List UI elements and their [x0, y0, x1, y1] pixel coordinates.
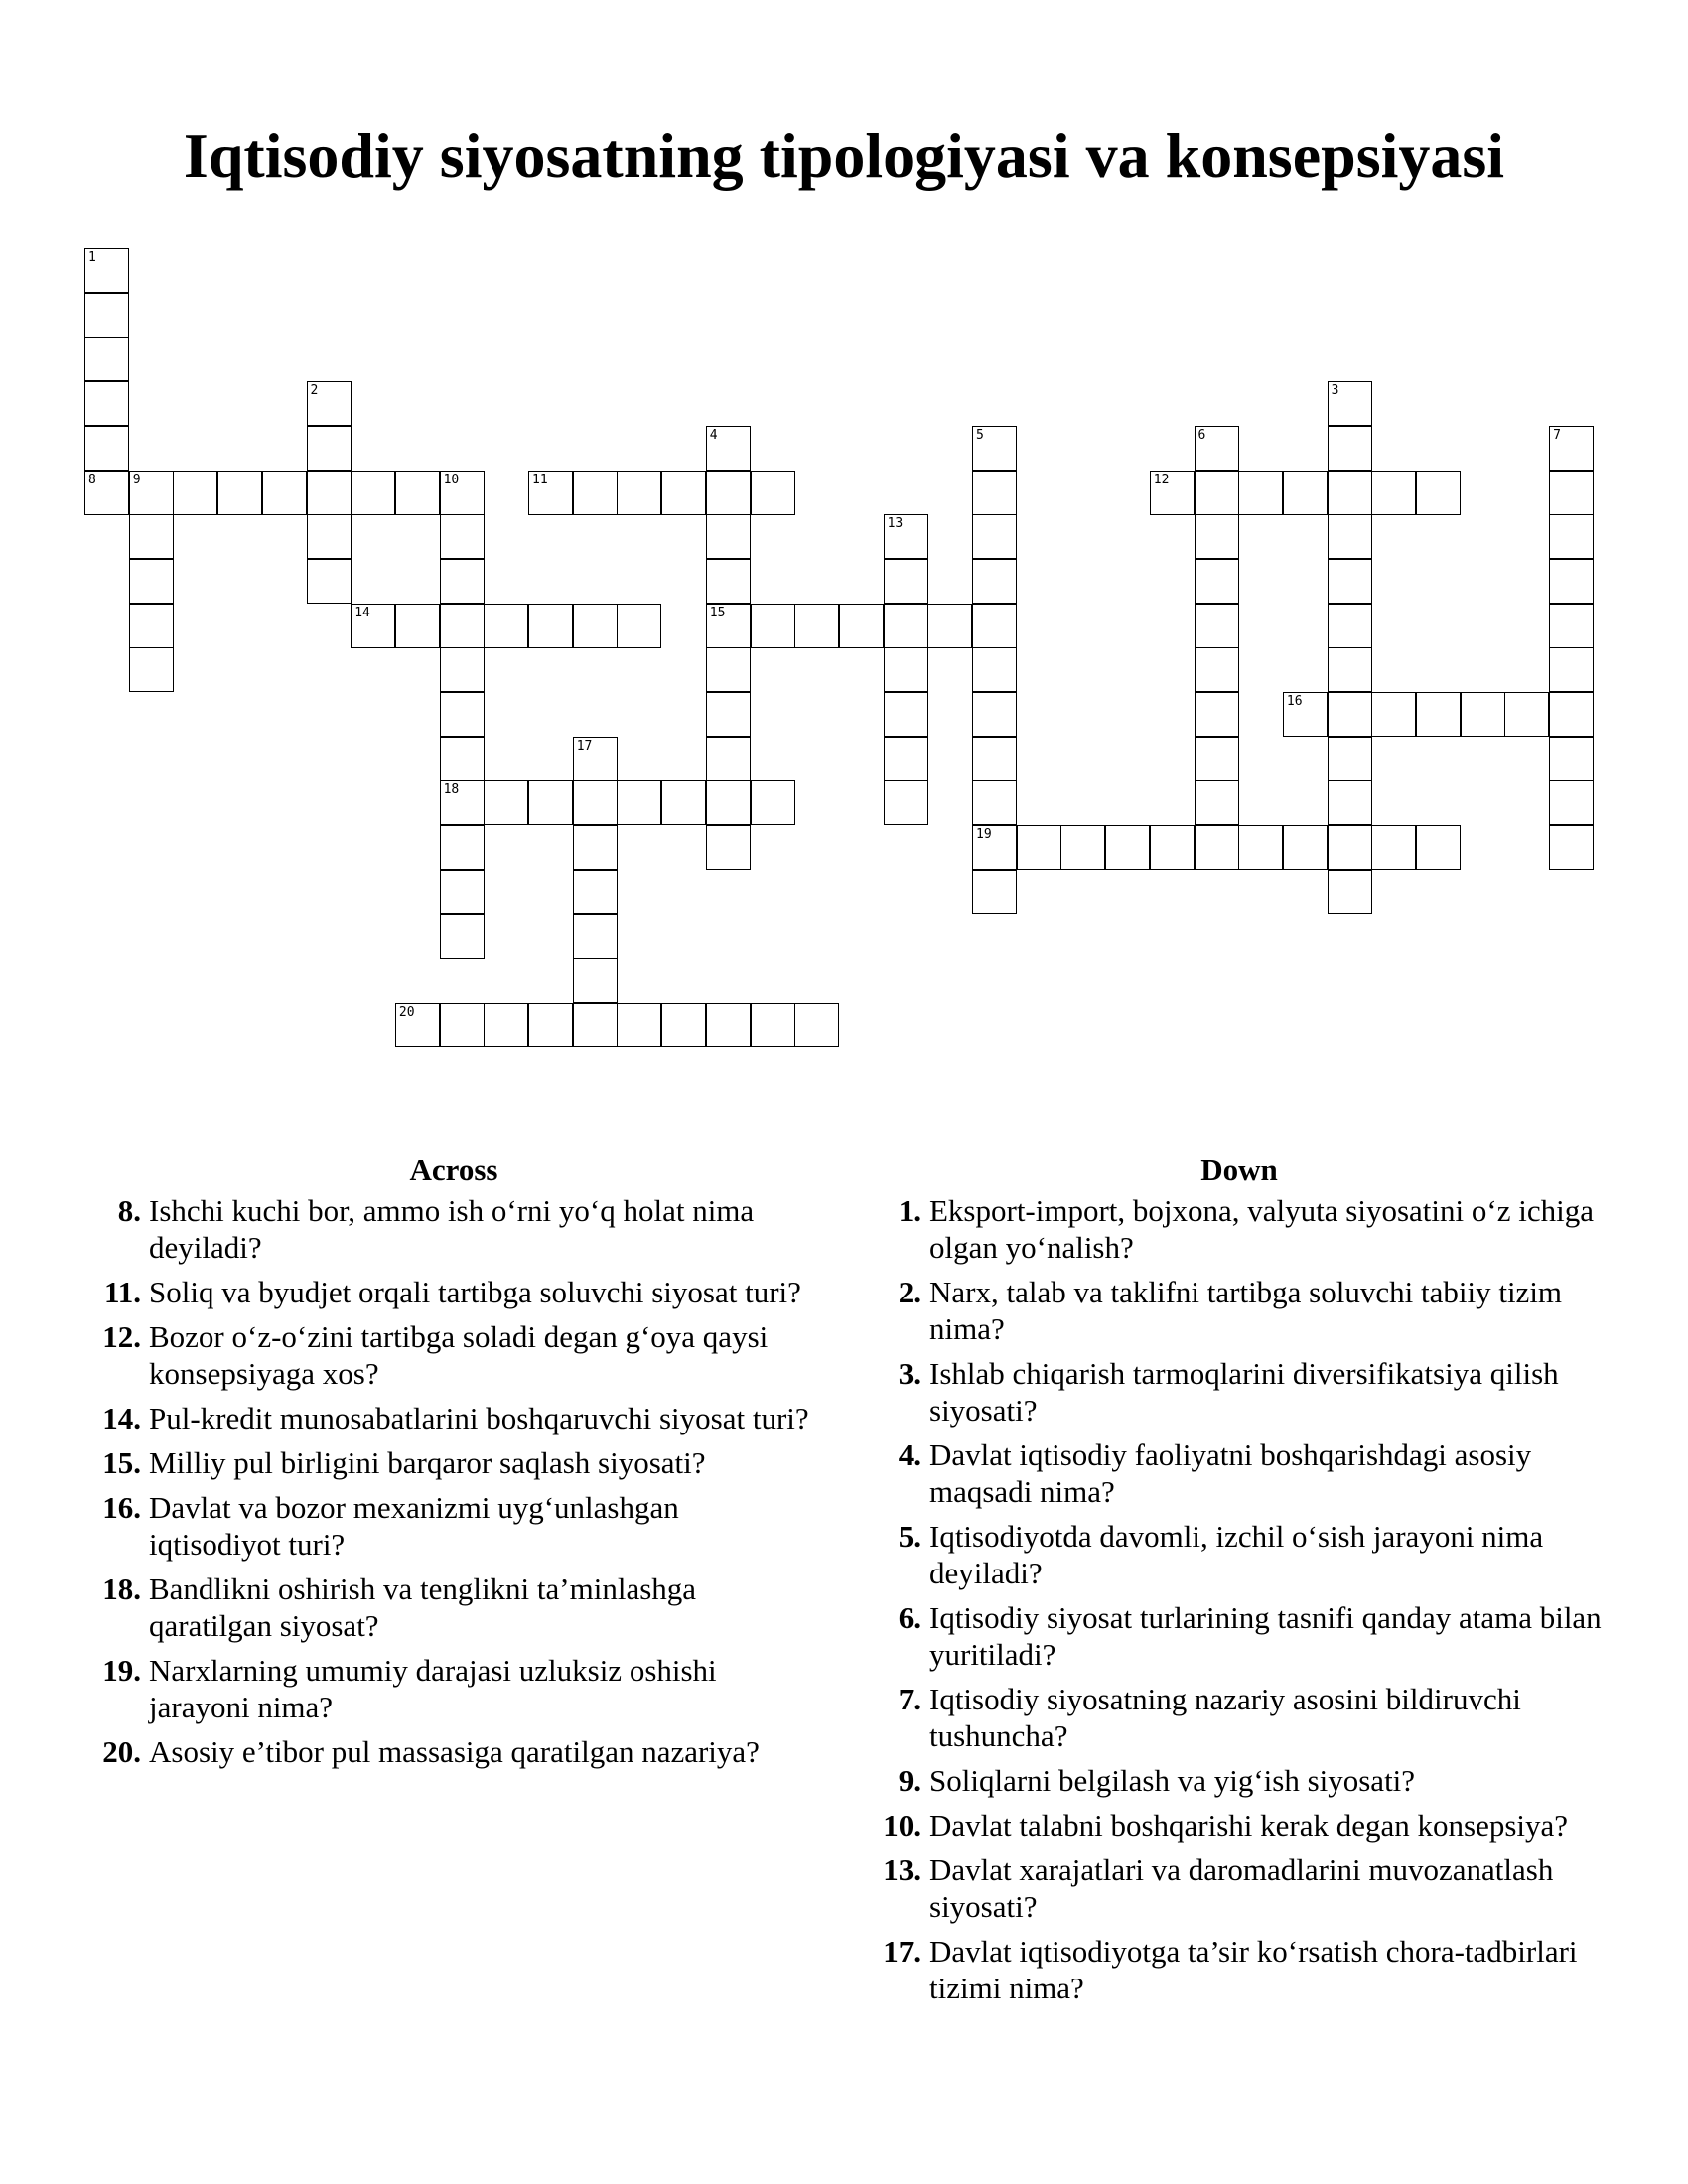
- grid-cell[interactable]: [1549, 780, 1594, 825]
- grid-cell[interactable]: [884, 559, 928, 604]
- clue-number: 2: [310, 383, 319, 399]
- grid-cell[interactable]: [440, 870, 485, 914]
- grid-cell[interactable]: [440, 1003, 485, 1047]
- grid-cell[interactable]: [706, 692, 751, 737]
- grid-cell[interactable]: [972, 471, 1017, 515]
- grid-cell[interactable]: [1283, 692, 1328, 737]
- grid-cell[interactable]: [1549, 737, 1594, 781]
- down-clue: [872, 1599, 1607, 1673]
- grid-cell[interactable]: [1328, 692, 1372, 737]
- grid-cell[interactable]: [440, 914, 485, 959]
- grid-cell[interactable]: [440, 780, 485, 825]
- grid-cell[interactable]: [1105, 825, 1150, 870]
- grid-cell[interactable]: [1328, 604, 1372, 648]
- clue-number: 9: [132, 472, 141, 487]
- grid-cell[interactable]: [1549, 647, 1594, 692]
- clue-number: 18: [443, 782, 460, 798]
- grid-cell[interactable]: [884, 514, 928, 559]
- grid-cell[interactable]: [1150, 471, 1195, 515]
- grid-cell[interactable]: [794, 1003, 839, 1047]
- clue-number: 13: [887, 516, 904, 532]
- grid-cell[interactable]: [972, 647, 1017, 692]
- grid-cell[interactable]: [395, 604, 440, 648]
- clue-text: Asosiy e’tibor pul massasiga qaratilgan nazariya?: [149, 1734, 760, 1769]
- grid-cell[interactable]: [440, 514, 485, 559]
- grid-cell[interactable]: [1195, 514, 1239, 559]
- grid-cell[interactable]: [1371, 825, 1416, 870]
- clue-number: 20: [398, 1004, 415, 1020]
- across-clues: [91, 1152, 816, 1778]
- grid-cell[interactable]: [351, 604, 395, 648]
- across-heading: Across: [409, 1153, 498, 1187]
- grid-cell[interactable]: [484, 1003, 528, 1047]
- grid-cell[interactable]: [84, 293, 129, 338]
- grid-cell[interactable]: [1549, 514, 1594, 559]
- clue-number: 11.: [103, 1275, 141, 1309]
- clue-number: 13.: [883, 1852, 921, 1887]
- grid-cell[interactable]: [972, 426, 1017, 471]
- clue-number: 7.: [898, 1682, 921, 1716]
- grid-cell[interactable]: [307, 426, 352, 471]
- grid-cell[interactable]: [528, 471, 573, 515]
- grid-cell[interactable]: [706, 647, 751, 692]
- grid-cell[interactable]: [84, 337, 129, 381]
- grid-cell[interactable]: [1549, 426, 1594, 471]
- clue-number: 8: [88, 472, 96, 487]
- grid-cell[interactable]: [440, 647, 485, 692]
- across-clue: [91, 1274, 816, 1310]
- grid-cell[interactable]: [1195, 692, 1239, 737]
- clue-number: 15.: [102, 1445, 141, 1480]
- grid-cell[interactable]: [617, 471, 661, 515]
- clue-number: 12.: [102, 1319, 141, 1354]
- grid-cell[interactable]: [884, 780, 928, 825]
- grid-cell[interactable]: [1150, 825, 1195, 870]
- across-clue: [91, 1733, 816, 1770]
- clue-number: 8.: [117, 1193, 141, 1228]
- grid-cell[interactable]: [573, 870, 618, 914]
- grid-cell[interactable]: [573, 471, 618, 515]
- down-clue: [872, 1436, 1607, 1510]
- grid-cell[interactable]: [1195, 647, 1239, 692]
- clue-number: 14.: [102, 1401, 141, 1435]
- grid-cell[interactable]: [1328, 737, 1372, 781]
- clue-text: Iqtisodiyotda davomli, izchil o‘sish jarayoni nima deyiladi?: [929, 1519, 1544, 1590]
- clue-text: Bandlikni oshirish va tenglikni ta’minlashga qaratilgan siyosat?: [149, 1571, 697, 1643]
- clue-number: 5.: [898, 1519, 921, 1554]
- grid-cell[interactable]: [884, 604, 928, 648]
- grid-cell[interactable]: [573, 825, 618, 870]
- grid-cell[interactable]: [84, 381, 129, 426]
- across-clue: [91, 1652, 816, 1725]
- grid-cell[interactable]: [972, 692, 1017, 737]
- clue-number: 3: [1331, 383, 1339, 399]
- down-heading: Down: [1200, 1153, 1278, 1187]
- clue-text: Davlat talabni boshqarishi kerak degan konsepsiya?: [929, 1808, 1569, 1843]
- down-clue: [872, 1518, 1607, 1591]
- clue-number: 4: [709, 427, 718, 443]
- clue-number: 10: [443, 472, 460, 487]
- grid-cell[interactable]: [573, 737, 618, 781]
- grid-cell[interactable]: [751, 1003, 795, 1047]
- across-clue: [91, 1489, 816, 1563]
- grid-cell[interactable]: [84, 426, 129, 471]
- grid-cell[interactable]: [440, 692, 485, 737]
- grid-cell[interactable]: [1328, 471, 1372, 515]
- grid-cell[interactable]: [1017, 825, 1061, 870]
- grid-cell[interactable]: [751, 471, 795, 515]
- clue-number: 1: [88, 250, 96, 265]
- page-title: Iqtisodiy siyosatning tipologiyasi va konsepsiyasi: [183, 120, 1505, 191]
- grid-cell[interactable]: [1328, 426, 1372, 471]
- clue-number: 17: [576, 738, 593, 753]
- grid-cell[interactable]: [1283, 825, 1328, 870]
- grid-cell[interactable]: [484, 604, 528, 648]
- grid-cell[interactable]: [1060, 825, 1105, 870]
- grid-cell[interactable]: [617, 780, 661, 825]
- across-clue: [91, 1400, 816, 1436]
- grid-cell[interactable]: [661, 1003, 706, 1047]
- grid-cell[interactable]: [972, 825, 1017, 870]
- clue-number: 20.: [102, 1734, 141, 1769]
- across-clue: [91, 1318, 816, 1392]
- grid-cell[interactable]: [1328, 559, 1372, 604]
- grid-cell[interactable]: [706, 471, 751, 515]
- grid-cell[interactable]: [706, 1003, 751, 1047]
- grid-cell[interactable]: [440, 559, 485, 604]
- grid-cell[interactable]: [173, 471, 217, 515]
- down-clue: [872, 1851, 1607, 1925]
- grid-cell[interactable]: [129, 604, 174, 648]
- grid-cell[interactable]: [484, 780, 528, 825]
- down-clue: [872, 1355, 1607, 1429]
- clue-text: Iqtisodiy siyosatning nazariy asosini bildiruvchi tushuncha?: [929, 1682, 1521, 1753]
- grid-cell[interactable]: [307, 514, 352, 559]
- clue-number: 16.: [102, 1490, 141, 1525]
- grid-cell[interactable]: [1328, 514, 1372, 559]
- down-clue: [872, 1933, 1607, 2006]
- grid-cell[interactable]: [617, 1003, 661, 1047]
- down-clues: [872, 1152, 1607, 2014]
- grid-cell[interactable]: [129, 559, 174, 604]
- grid-cell[interactable]: [573, 958, 618, 1003]
- clue-number: 17.: [883, 1934, 921, 1969]
- clue-text: Davlat iqtisodiyotga ta’sir ko‘rsatish chora-tadbirlari tizimi nima?: [929, 1934, 1578, 2005]
- grid-cell[interactable]: [1195, 737, 1239, 781]
- grid-cell[interactable]: [1195, 471, 1239, 515]
- clue-text: Davlat xarajatlari va daromadlarini muvozanatlash siyosati?: [929, 1852, 1554, 1924]
- clue-text: Milliy pul birligini barqaror saqlash siyosati?: [149, 1445, 706, 1480]
- down-clue: [872, 1762, 1607, 1799]
- grid-cell[interactable]: [528, 780, 573, 825]
- grid-cell[interactable]: [972, 604, 1017, 648]
- clue-number: 14: [354, 605, 370, 620]
- grid-cell[interactable]: [1328, 647, 1372, 692]
- clue-text: Bozor o‘z-o‘zini tartibga soladi degan g‘oya qaysi konsepsiyaga xos?: [149, 1319, 769, 1391]
- grid-cell[interactable]: [1195, 604, 1239, 648]
- grid-cell[interactable]: [307, 471, 352, 515]
- grid-cell[interactable]: [84, 248, 129, 293]
- grid-cell[interactable]: [706, 737, 751, 781]
- grid-cell[interactable]: [1371, 471, 1416, 515]
- down-clue: [872, 1681, 1607, 1754]
- clue-number: 2.: [898, 1275, 921, 1309]
- clue-text: Ishlab chiqarish tarmoqlarini diversifikatsiya qilish siyosati?: [929, 1356, 1559, 1428]
- grid-cell[interactable]: [395, 471, 440, 515]
- grid-cell[interactable]: [1238, 825, 1283, 870]
- grid-cell[interactable]: [884, 692, 928, 737]
- across-clue: [91, 1444, 816, 1481]
- grid-cell[interactable]: [927, 604, 972, 648]
- grid-cell[interactable]: [617, 604, 661, 648]
- grid-cell[interactable]: [440, 604, 485, 648]
- clue-number: 6.: [898, 1600, 921, 1635]
- grid-cell[interactable]: [351, 471, 395, 515]
- grid-cell[interactable]: [1416, 692, 1461, 737]
- clue-number: 15: [709, 605, 726, 620]
- grid-cell[interactable]: [528, 604, 573, 648]
- clue-number: 11: [532, 472, 548, 487]
- grid-cell[interactable]: [129, 514, 174, 559]
- grid-cell[interactable]: [84, 471, 129, 515]
- grid-cell[interactable]: [751, 604, 795, 648]
- clue-text: Davlat iqtisodiy faoliyatni boshqarishdagi asosiy maqsadi nima?: [929, 1437, 1532, 1509]
- clue-text: Davlat va bozor mexanizmi uyg‘unlashgan iqtisodiyot turi?: [149, 1490, 679, 1562]
- clue-text: Narx, talab va taklifni tartibga soluvchi tabiiy tizim nima?: [929, 1275, 1563, 1346]
- grid-cell[interactable]: [1416, 471, 1461, 515]
- clue-text: Ishchi kuchi bor, ammo ish o‘rni yo‘q holat nima deyiladi?: [149, 1193, 755, 1265]
- grid-cell[interactable]: [706, 514, 751, 559]
- grid-cell[interactable]: [1549, 604, 1594, 648]
- clue-number: 19: [976, 827, 992, 843]
- clue-text: Narxlarning umumiy darajasi uzluksiz oshishi jarayoni nima?: [149, 1653, 717, 1724]
- grid-cell[interactable]: [1195, 780, 1239, 825]
- grid-cell[interactable]: [794, 604, 839, 648]
- clue-number: 6: [1197, 427, 1206, 443]
- grid-cell[interactable]: [440, 737, 485, 781]
- grid-cell[interactable]: [972, 780, 1017, 825]
- grid-cell[interactable]: [751, 780, 795, 825]
- clue-number: 9.: [898, 1763, 921, 1798]
- grid-cell[interactable]: [307, 381, 352, 426]
- grid-cell[interactable]: [1238, 471, 1283, 515]
- grid-cell[interactable]: [528, 1003, 573, 1047]
- clue-text: Iqtisodiy siyosat turlarining tasnifi qanday atama bilan yuritiladi?: [929, 1600, 1602, 1672]
- grid-cell[interactable]: [440, 471, 485, 515]
- clue-number: 19.: [102, 1653, 141, 1688]
- grid-cell[interactable]: [706, 825, 751, 870]
- clue-text: Soliq va byudjet orqali tartibga soluvchi siyosat turi?: [149, 1275, 801, 1309]
- grid-cell[interactable]: [1328, 870, 1372, 914]
- grid-cell[interactable]: [706, 559, 751, 604]
- grid-cell[interactable]: [972, 870, 1017, 914]
- down-clue: [872, 1274, 1607, 1347]
- grid-cell[interactable]: [129, 471, 174, 515]
- clue-number: 12: [1153, 472, 1170, 487]
- grid-cell[interactable]: [1549, 471, 1594, 515]
- grid-cell[interactable]: [573, 914, 618, 959]
- grid-cell[interactable]: [884, 647, 928, 692]
- clue-text: Soliqlarni belgilash va yig‘ish siyosati?: [929, 1763, 1416, 1798]
- grid-cell[interactable]: [972, 514, 1017, 559]
- grid-cell[interactable]: [262, 471, 307, 515]
- grid-cell[interactable]: [573, 1003, 618, 1047]
- clue-number: 7: [1553, 427, 1561, 443]
- grid-cell[interactable]: [1328, 825, 1372, 870]
- grid-cell[interactable]: [1195, 426, 1239, 471]
- clue-number: 3.: [898, 1356, 921, 1391]
- grid-cell[interactable]: [1328, 780, 1372, 825]
- grid-cell[interactable]: [972, 559, 1017, 604]
- grid-cell[interactable]: [573, 604, 618, 648]
- grid-cell[interactable]: [706, 780, 751, 825]
- grid-cell[interactable]: [661, 780, 706, 825]
- clue-number: 10.: [883, 1808, 921, 1843]
- grid-cell[interactable]: [839, 604, 884, 648]
- grid-cell[interactable]: [884, 737, 928, 781]
- grid-cell[interactable]: [1195, 559, 1239, 604]
- grid-cell[interactable]: [661, 471, 706, 515]
- grid-cell[interactable]: [129, 647, 174, 692]
- down-clue: [872, 1192, 1607, 1266]
- clue-number: 18.: [102, 1571, 141, 1606]
- grid-cell[interactable]: [573, 780, 618, 825]
- grid-cell[interactable]: [1549, 692, 1594, 737]
- grid-cell[interactable]: [1549, 825, 1594, 870]
- down-clue: [872, 1807, 1607, 1843]
- grid-cell[interactable]: [1549, 559, 1594, 604]
- grid-cell[interactable]: [440, 825, 485, 870]
- grid-cell[interactable]: [1328, 381, 1372, 426]
- grid-cell[interactable]: [395, 1003, 440, 1047]
- grid-cell[interactable]: [217, 471, 262, 515]
- clue-number: 5: [976, 427, 984, 443]
- grid-cell[interactable]: [1195, 825, 1239, 870]
- grid-cell[interactable]: [1461, 692, 1505, 737]
- grid-cell[interactable]: [706, 604, 751, 648]
- clue-text: Eksport-import, bojxona, valyuta siyosatini o‘z ichiga olgan yo‘nalish?: [929, 1193, 1594, 1265]
- grid-cell[interactable]: [1416, 825, 1461, 870]
- grid-cell[interactable]: [706, 426, 751, 471]
- clue-number: 4.: [898, 1437, 921, 1472]
- grid-cell[interactable]: [972, 737, 1017, 781]
- clue-text: Pul-kredit munosabatlarini boshqaruvchi siyosat turi?: [149, 1401, 809, 1435]
- grid-cell[interactable]: [1504, 692, 1549, 737]
- grid-cell[interactable]: [1371, 692, 1416, 737]
- across-clue: [91, 1570, 816, 1644]
- clue-number: 16: [1286, 694, 1303, 709]
- clue-number: 1.: [898, 1193, 921, 1228]
- grid-cell[interactable]: [1283, 471, 1328, 515]
- across-clue: [91, 1192, 816, 1266]
- grid-cell[interactable]: [307, 559, 352, 604]
